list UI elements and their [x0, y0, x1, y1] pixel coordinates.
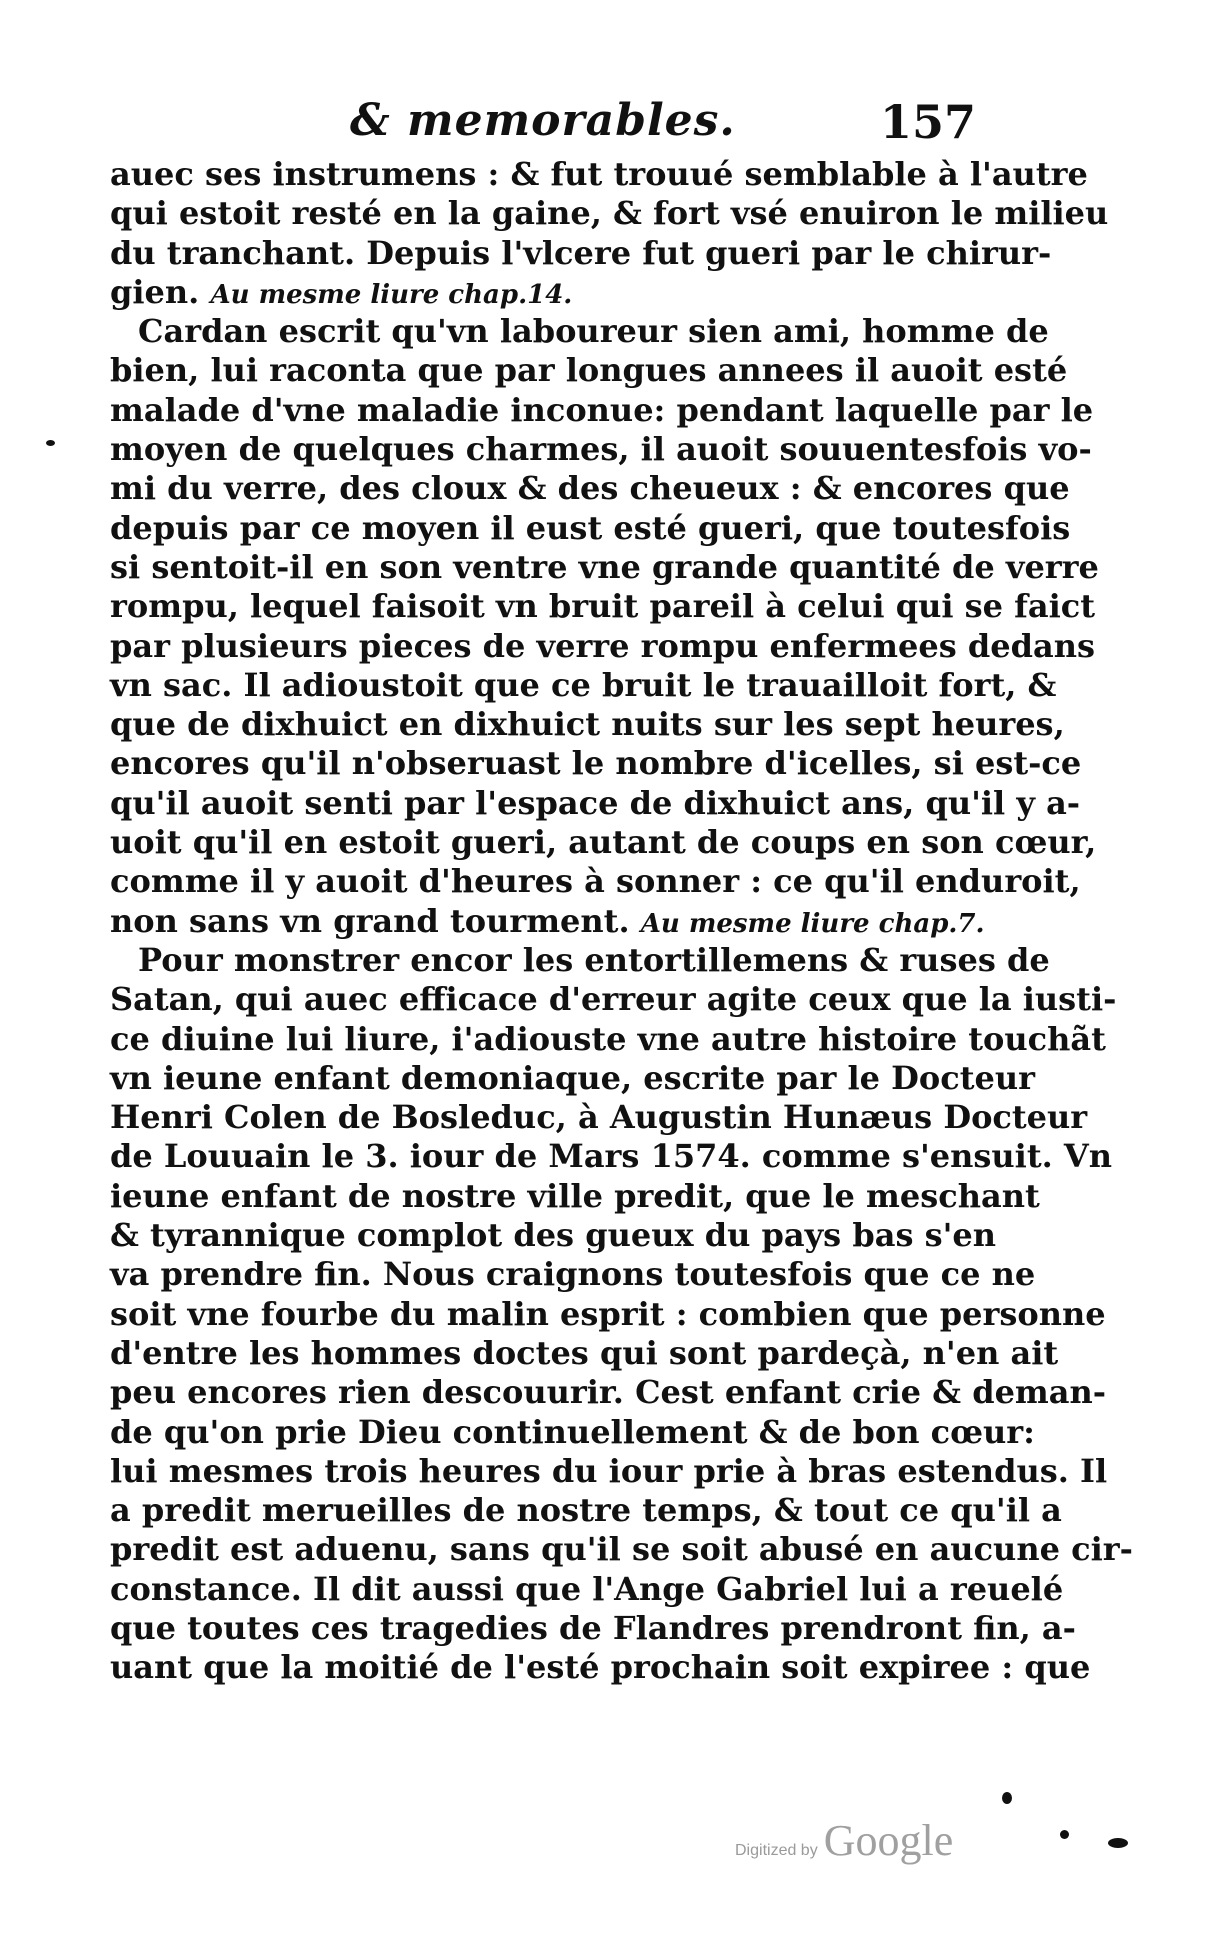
text-line: comme il y auoit d'heures à sonner : ce qu'il enduroit, [110, 862, 1081, 901]
scan-speck [46, 440, 55, 446]
text-line: qu'il auoit senti par l'espace de dixhuict ans, qu'il y a- [110, 783, 1081, 822]
text-line [110, 273, 990, 312]
text-line: que de dixhuict en dixhuict nuits sur les sept heures, [110, 705, 1065, 744]
text-line: vn sac. Il adioustoit que ce bruit le trauailloit fort, & [110, 665, 1057, 704]
running-head: & memorables. [350, 95, 736, 146]
text-line [110, 902, 990, 941]
digitized-label: Digitized by [735, 1842, 818, 1859]
google-logo: Google [823, 1816, 954, 1865]
paragraph-3 [110, 940, 1133, 1688]
text-line: lui mesmes trois heures du iour prie à bras estendus. Il [110, 1451, 1108, 1490]
digitized-watermark [735, 1815, 953, 1866]
scan-speck [1108, 1838, 1128, 1848]
text-line: Cardan escrit qu'vn laboureur sien ami, homme de [138, 312, 1049, 351]
text-line: a predit merueilles de nostre temps, & tout ce qu'il a [110, 1491, 1062, 1530]
text-line: bien, lui raconta que par longues annees il auoit esté [110, 351, 1068, 390]
paragraph-2 [110, 312, 1099, 941]
line-text: gien. [110, 272, 211, 311]
text-line: predit est aduenu, sans qu'il se soit abusé en aucune cir- [110, 1530, 1133, 1569]
text-line: encores qu'il n'obseruast le nombre d'icelles, si est-ce [110, 744, 1082, 783]
text-line: ieune enfant de nostre ville predit, que le meschant [110, 1176, 1040, 1215]
chapter-reference: Au mesme liure chap.14. [210, 279, 573, 310]
text-line: peu encores rien descouurir. Cest enfant crie & deman- [110, 1373, 1107, 1412]
text-line: que toutes ces tragedies de Flandres prendront fin, a- [110, 1608, 1076, 1647]
text-line: de qu'on prie Dieu continuellement & de bon cœur: [110, 1412, 1035, 1451]
text-line: & tyrannique complot des gueux du pays bas s'en [110, 1216, 997, 1255]
text-line: constance. Il dit aussi que l'Ange Gabriel lui a reuelé [110, 1569, 1064, 1608]
text-line: ce diuine lui liure, i'adiouste vne autre histoire touchãt [110, 1019, 1106, 1058]
page-number: 157 [880, 95, 977, 149]
text-line: d'entre les hommes doctes qui sont pardeçà, n'en ait [110, 1333, 1059, 1372]
text-line: rompu, lequel faisoit vn bruit pareil à celui qui se faict [110, 587, 1096, 626]
text-line: moyen de quelques charmes, il auoit souuentesfois vo- [110, 430, 1092, 469]
text-line: va prendre fin. Nous craignons toutesfois que ce ne [110, 1255, 1036, 1294]
chapter-reference: Au mesme liure chap.7. [640, 908, 985, 939]
text-line: par plusieurs pieces de verre rompu enfermees dedans [110, 626, 1095, 665]
text-line: Pour monstrer encor les entortillemens & ruses de [138, 940, 1050, 979]
text-line: uant que la moitié de l'esté prochain soit expiree : que [110, 1648, 1091, 1687]
text-line: vn ieune enfant demoniaque, escrite par le Docteur [110, 1058, 1035, 1097]
text-line: Satan, qui auec efficace d'erreur agite ceux que la iusti- [110, 980, 1117, 1019]
text-line: malade d'vne maladie inconue: pendant laquelle par le [110, 390, 1094, 429]
text-line: de Louuain le 3. iour de Mars 1574. comme s'ensuit. Vn [110, 1137, 1112, 1176]
text-line: Henri Colen de Bosleduc, à Augustin Hunæus Docteur [110, 1098, 1088, 1137]
text-line: uoit qu'il en estoit gueri, autant de coups en son cœur, [110, 823, 1097, 862]
body-text [110, 155, 1133, 1688]
text-line: qui estoit resté en la gaine, & fort vsé enuiron le milieu [110, 194, 1109, 233]
paragraph-1 [110, 155, 1109, 312]
text-line: auec ses instrumens : & fut trouué semblable à l'autre [110, 155, 1088, 193]
scan-speck [1060, 1830, 1069, 1839]
line-text: non sans vn grand tourment. [110, 901, 641, 940]
scan-speck [1002, 1792, 1012, 1804]
text-line: depuis par ce moyen il eust esté gueri, que toutesfois [110, 508, 1071, 547]
text-line: si sentoit-il en son ventre vne grande quantité de verre [110, 547, 1099, 586]
text-line: du tranchant. Depuis l'vlcere fut gueri par le chirur- [110, 233, 1052, 272]
text-line: soit vne fourbe du malin esprit : combien que personne [110, 1294, 1106, 1333]
text-line: mi du verre, des cloux & des cheueux : & encores que [110, 469, 1070, 508]
